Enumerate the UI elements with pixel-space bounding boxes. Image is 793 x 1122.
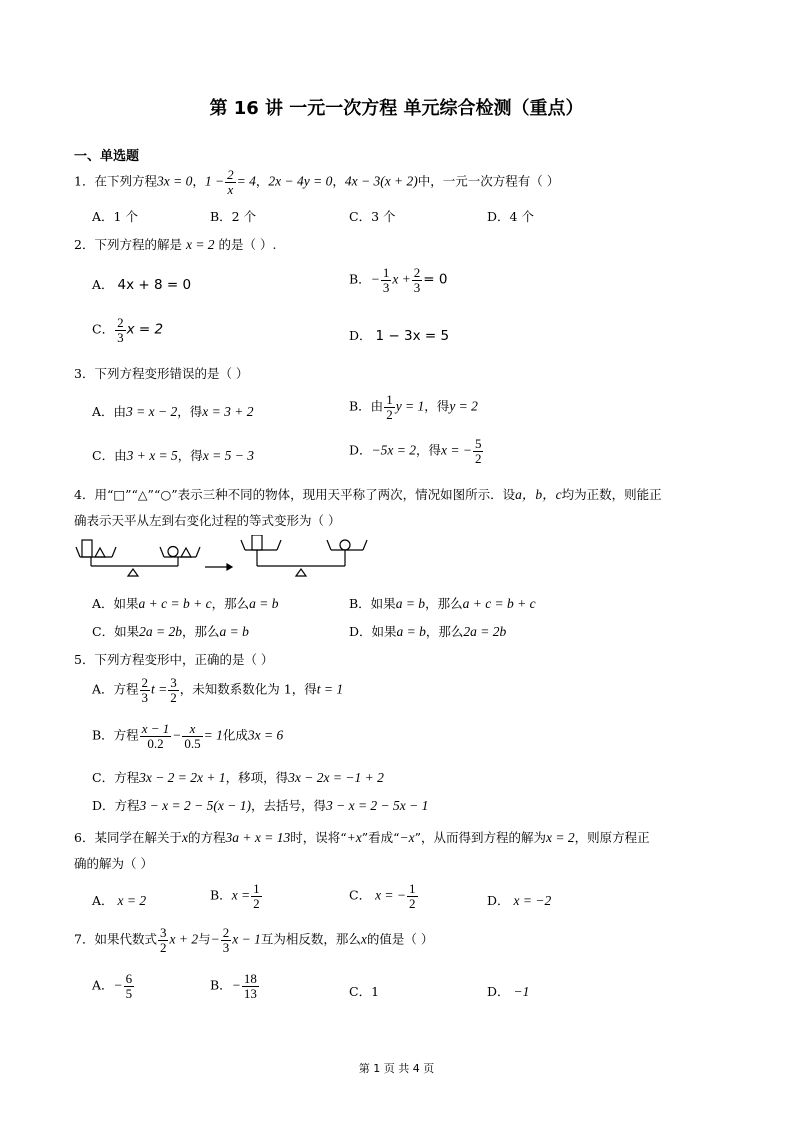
q1-option-d[interactable]: D．4 个 [487,209,534,224]
balance-figure [72,535,372,583]
question-4-line-1: 4．用“□”“△”“○”表示三种不同的物体，现用天平称了两次，情况如图所示．设a，b，c均为正数，则能正 [74,487,662,502]
question-4-line-2: 确表示天平从左到右变化过程的等式变形为（ ） [74,513,341,528]
q3-option-b[interactable]: B．由 $\frac{1}{2}$ y = 1，得y = 2 [349,392,478,422]
q4-option-a[interactable]: A．如果a + c = b + c，那么a = b [92,596,279,611]
balance-right [241,535,367,576]
question-3-stem: 3．下列方程变形错误的是（ ） [74,366,249,381]
arrow-icon [205,564,232,570]
question-6-line-1: 6．某同学在解关于x的方程3a + x = 13时，误将“+x”看成“−x”，从而得到方程的解为x = 2，则原方程正 [74,830,650,845]
q2-option-d[interactable]: D． 1 − 3x = 5 [349,328,450,344]
q2-option-a[interactable]: A． 4x + 8 = 0 [92,277,192,293]
q4-option-c[interactable]: C．如果2a = 2b，那么a = b [92,624,249,639]
section-heading: 一、单选题 [74,149,140,164]
question-2-stem: 2．下列方程的解是 x = 2 的是（ ）. [74,237,277,252]
q1-option-b[interactable]: B．2 个 [210,209,257,224]
q5-option-a[interactable]: A．方程 $\frac{2}{3}$ t = $\frac{3}{2}$ ，未知数系数化为 1，得t = 1 [92,675,344,705]
q6-option-c[interactable]: C． x = − $\frac{1}{2}$ [349,881,416,911]
q4-option-d[interactable]: D．如果a = b，那么2a = 2b [349,624,507,639]
q2-option-c[interactable]: C． $\frac{2}{3}$ x = 2 [92,315,164,345]
q4-option-b[interactable]: B．如果a = b，那么a + c = b + c [349,596,536,611]
q7-option-b[interactable]: B．− $\frac{18}{13}$ [210,971,257,1001]
q1-option-c[interactable]: C．3 个 [349,209,396,224]
q6-option-a[interactable]: A． x = 2 [92,893,147,908]
q2-option-b[interactable]: B．− $\frac{1}{3}$ x + $\frac{2}{3}$ = 0 [349,265,448,295]
q3-option-d[interactable]: D．−5x = 2，得x = − $\frac{5}{2}$ [349,436,482,466]
q5-option-b[interactable]: B．方程 $\frac{x - 1}{0.2}$ − $\frac{x}{0.5}$ = 1化成3x = 6 [92,721,284,751]
balance-left [76,540,200,576]
q5-option-d[interactable]: D．方程3 − x = 2 − 5(x − 1)，去括号，得3 − x = 2 − 5x − 1 [92,798,429,813]
q5-option-c[interactable]: C．方程3x − 2 = 2x + 1，移项，得3x − 2x = −1 + 2 [92,770,384,785]
q1-option-a[interactable]: A．1 个 [92,209,138,224]
q7-option-c[interactable]: C．1 [349,984,380,999]
question-7-stem: 7．如果代数式 $\frac{3}{2}$ x + 2与− $\frac{2}{3}$ x − 1互为相反数，那么x的值是（ ） [74,925,434,955]
page-footer: 第 1 页 共 4 页 [358,1062,435,1075]
q6-option-b[interactable]: B．x = $\frac{1}{2}$ [210,881,260,911]
question-5-stem: 5．下列方程变形中，正确的是（ ） [74,652,274,667]
q3-option-a[interactable]: A．由3 = x − 2，得x = 3 + 2 [92,404,254,419]
question-1-stem: 1．在下列方程3x = 0，1 − $\frac{2}{x}$ = 4，2x − 4y = 0，4x − 3(x + 2)中，一元一次方程有（ ） [74,167,560,197]
question-6-line-2: 确的解为（ ） [74,856,153,871]
page-title: 第 16 讲 一元一次方程 单元综合检测（重点） [209,98,584,119]
q3-option-c[interactable]: C．由3 + x = 5，得x = 5 − 3 [92,448,255,463]
q6-option-d[interactable]: D． x = −2 [487,893,552,908]
q7-option-d[interactable]: D． −1 [487,984,530,999]
q7-option-a[interactable]: A．− $\frac{6}{5}$ [92,971,133,1001]
